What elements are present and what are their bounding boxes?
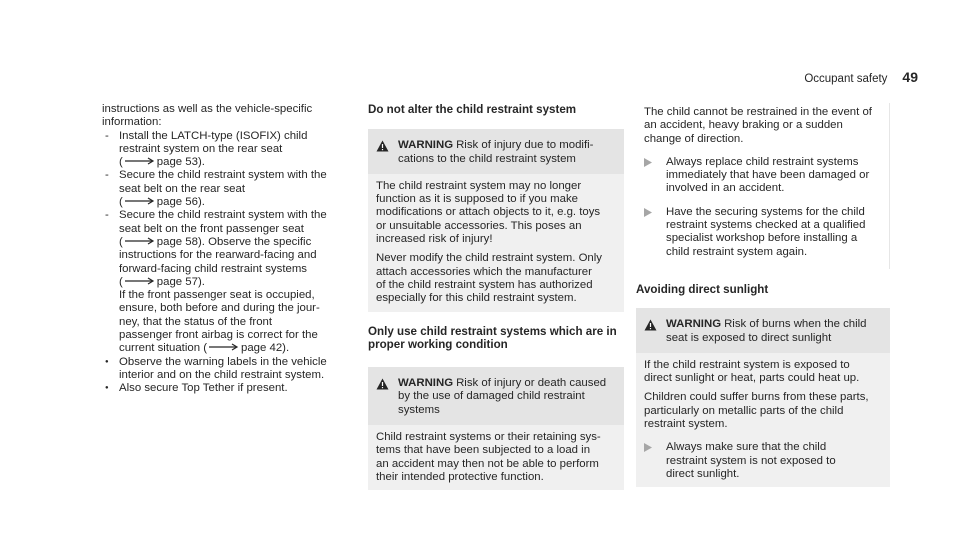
page-ref-arrow-icon[interactable] [125, 277, 155, 285]
section-title: Occupant safety [804, 73, 888, 85]
action-arrow-icon [644, 156, 666, 196]
column-left [102, 103, 352, 396]
dash-marker: - [105, 169, 109, 182]
warning-box [636, 308, 890, 487]
warning-triangle-icon [376, 139, 398, 166]
dash-marker: - [105, 129, 109, 142]
page-reference[interactable]: page 42). [241, 342, 290, 355]
action-step: Always replace child restraint systems immediately that have been damaged or involved in an accident. [644, 156, 881, 196]
intro-text: instructions as well as the vehicle-specific information: [102, 103, 313, 129]
warning-header: WARNING Risk of injury or death caused by the use of damaged child restraint systems [368, 367, 624, 425]
dash-marker: - [105, 209, 109, 222]
warning-box [368, 367, 624, 490]
warning-triangle-icon [376, 377, 398, 417]
warning-label: WARNING [398, 139, 454, 152]
page-header [804, 71, 918, 86]
bullet-item: ● Also secure Top Tether if present. [102, 382, 352, 395]
section-heading: Avoiding direct sunlight [636, 282, 769, 296]
warning-box [368, 129, 624, 311]
warning-header: WARNING Risk of injury due to modifi- cations to the child restraint system [368, 129, 624, 174]
section-heading: Do not alter the child restraint system [368, 103, 577, 116]
warning-label: WARNING [398, 377, 454, 390]
bullet-item: ● Observe the warning labels in the vehicle interior and on the child restraint system. [102, 356, 352, 383]
warning-triangle-icon [644, 318, 666, 345]
section-heading: Only use child restraint systems which are in proper working condition [368, 324, 617, 351]
warning-header: WARNING Risk of burns when the child seat is exposed to direct sunlight [636, 308, 890, 353]
action-arrow-icon [644, 206, 666, 259]
warning-continuation: The child cannot be restrained in the event of an accident, heavy braking or a sudden change of direction. Always replace child restraint systems immediately that have been damaged or involved in an accident. Have the securing systems for the child restraint systems checked at a qualified specialist workshop before installing a child restraint system again. [636, 103, 890, 269]
page-reference[interactable]: page 58). Observe the specific [156, 235, 312, 248]
column-middle [368, 103, 624, 490]
page-reference[interactable]: page 57). [156, 275, 205, 288]
warning-body: Child restraint systems or their retaining sys- tems that have been subjected to a load in an accident may then not be able to perform their intended protective function. [376, 431, 601, 483]
list-item: - Secure the child restraint system with the seat belt on the rear seat ( page 56). [102, 169, 352, 209]
page-ref-arrow-icon[interactable] [125, 157, 155, 165]
action-arrow-icon [644, 441, 666, 481]
warning-label: WARNING [666, 318, 722, 331]
page-reference[interactable]: page 56). [156, 196, 205, 209]
list-item: - Install the LATCH-type (ISOFIX) child restraint system on the rear seat ( page 53). [102, 130, 352, 170]
warning-body: The child restraint system may no longer function as it is supposed to if you make modifications or attach objects to it, e.g. toys or unsuitable accessories. This poses an increased risk of injury! Never modify the child restraint system. Only attach accessories which the manufacturer of the child restraint system has authorized especially for this child restraint system. [376, 179, 602, 305]
page-ref-arrow-icon[interactable] [125, 237, 155, 245]
list-item: - Secure the child restraint system with the seat belt on the front passenger seat ( page 58). Observe the specific instructions for the rearward-facing and forward-facing child restraint systems ( page 57). If the front passenger seat is occupied, ensure, both before and during the jour- ney, that the status of the front passenger front airbag is correct for the current situation ( page 42). [102, 209, 352, 355]
bullet-marker [102, 382, 119, 395]
page-number: 49 [902, 69, 918, 85]
bullet-marker [102, 356, 119, 383]
action-step: Always make sure that the child restraint system is not exposed to direct sunlight. [644, 441, 882, 481]
action-step: Have the securing systems for the child restraint systems checked at a qualified specialist workshop before installing a child restraint system again. [644, 206, 881, 259]
page-ref-arrow-icon[interactable] [209, 343, 239, 351]
warning-body: If the child restraint system is exposed to direct sunlight or heat, parts could heat up. Children could suffer burns from these parts, particularly on metallic parts of the child restraint system. Always make sure that the child restraint system is not exposed to direct sunlight. [636, 353, 890, 487]
column-right [636, 103, 890, 487]
page-ref-arrow-icon[interactable] [125, 197, 155, 205]
page-reference[interactable]: page 53). [156, 156, 205, 169]
